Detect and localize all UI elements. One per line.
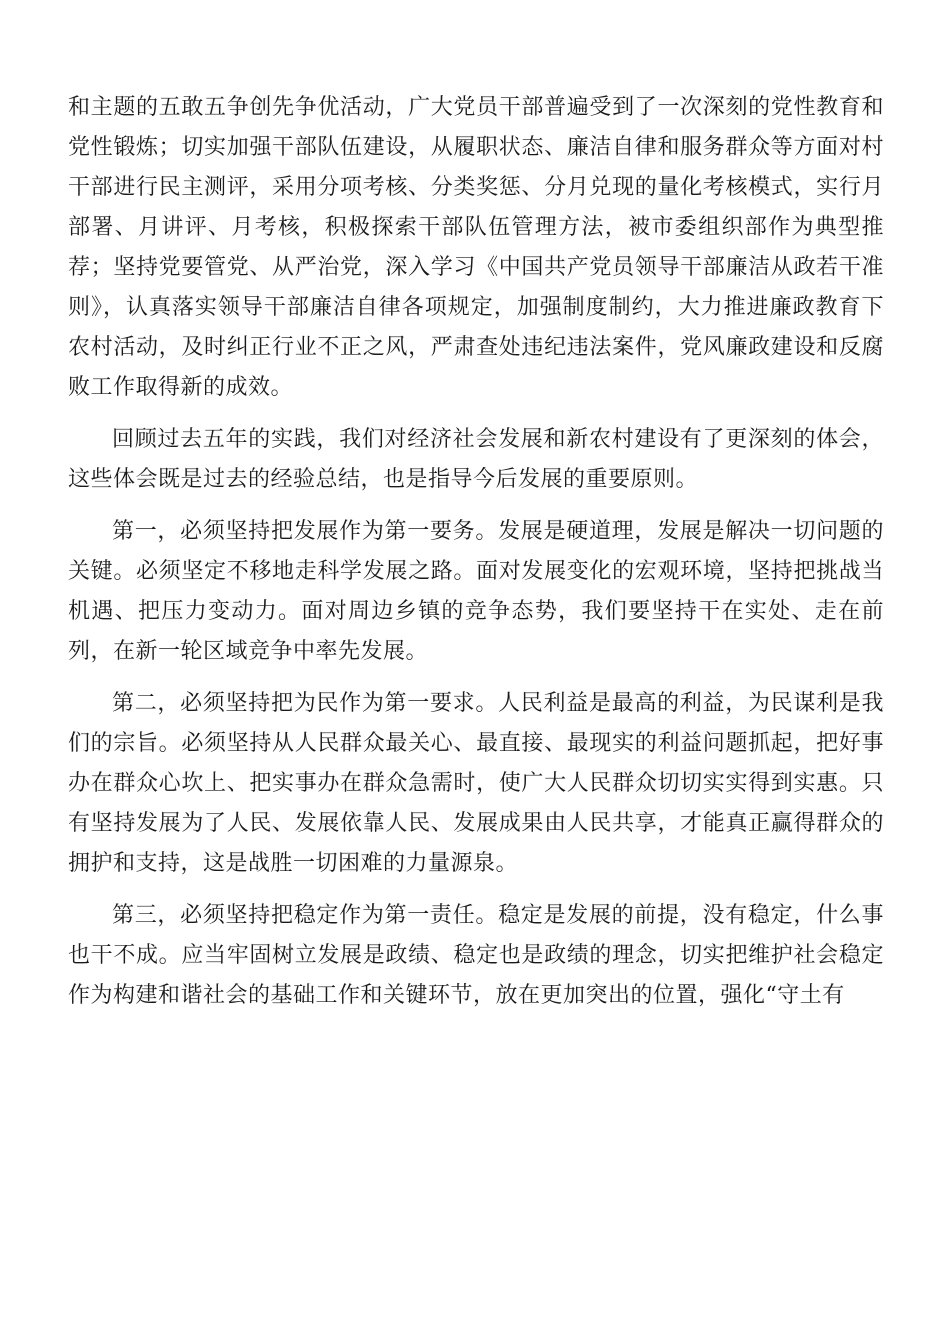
paragraph-continued: 和主题的五敢五争创先争优活动，广大党员干部普遍受到了一次深刻的党性教育和党性锻炼；切实加强干部队伍建设，从履职状态、廉洁自律和服务群众等方面对村干部进行民主测评，采用分项考核、分类奖惩、分月兑现的量化考核模式，实行月部署、月讲评、月考核，积极探索干部队伍管理方法，被市委组织部作为典型推荐；坚持党要管党、从严治党，深入学习《中国共产党员领导干部廉洁从政若干准则》，认真落实领导干部廉洁自律各项规定，加强制度制约，大力推进廉政教育下农村活动，及时纠正行业不正之风，严肃查处违纪违法案件，党风廉政建设和反腐败工作取得新的成效。	[68, 95, 884, 400]
paragraph-third-principle: 第三，必须坚持把稳定作为第一责任。稳定是发展的前提，没有稳定，什么事也干不成。应当牢固树立发展是政绩、稳定也是政绩的理念，切实把维护社会稳定作为构建和谐社会的基础工作和关键环节，放在更加突出的位置，强化“守土有	[68, 903, 884, 1008]
paragraph-first-principle: 第一，必须坚持把发展作为第一要务。发展是硬道理，发展是解决一切问题的关键。必须坚定不移地走科学发展之路。面对发展变化的宏观环境，坚持把挑战当机遇、把压力变动力。面对周边乡镇的竞争态势，我们要坚持干在实处、走在前列，在新一轮区域竞争中率先发展。	[68, 519, 884, 664]
document-body	[68, 88, 884, 1028]
paragraph-second-principle: 第二，必须坚持把为民作为第一要求。人民利益是最高的利益，为民谋利是我们的宗旨。必须坚持从人民群众最关心、最直接、最现实的利益问题抓起，把好事办在群众心坎上、把实事办在群众急需时，使广大人民群众切切实实得到实惠。只有坚持发展为了人民、发展依靠人民、发展成果由人民共享，才能真正赢得群众的拥护和支持，这是战胜一切困难的力量源泉。	[68, 691, 884, 876]
paragraph-review: 回顾过去五年的实践，我们对经济社会发展和新农村建设有了更深刻的体会，这些体会既是过去的经验总结，也是指导今后发展的重要原则。	[68, 427, 884, 492]
